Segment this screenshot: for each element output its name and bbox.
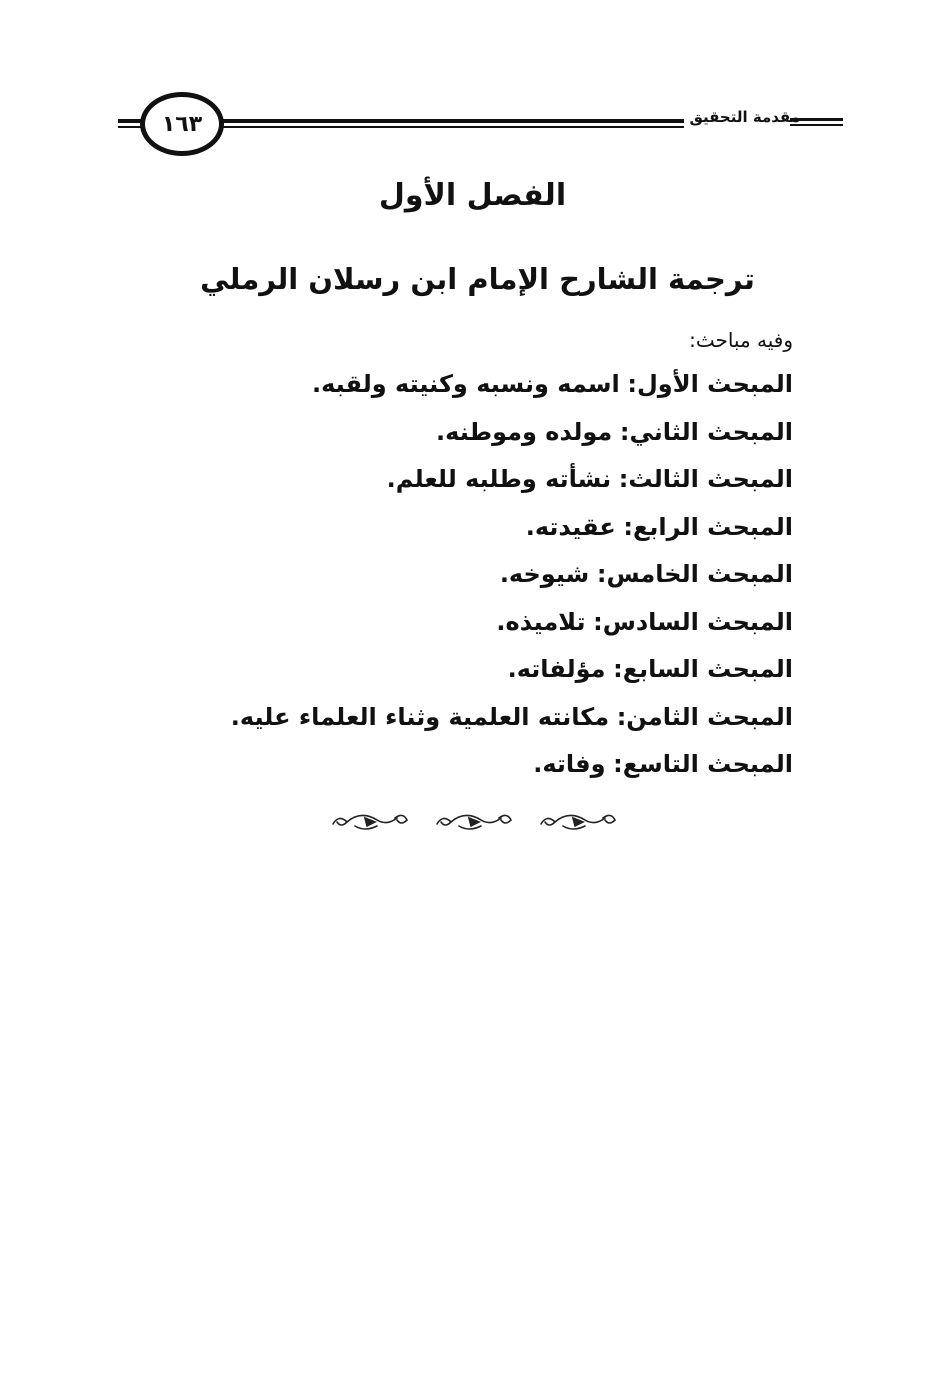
topic-label: المبحث الرابع: — [623, 512, 793, 541]
topic-label: المبحث الخامس: — [596, 560, 793, 588]
topic-item — [231, 699, 793, 747]
topic-label: المبحث السابع: — [613, 655, 793, 683]
topic-text: وفاته. — [533, 750, 606, 778]
topic-label: المبحث الأول: — [627, 370, 793, 398]
topic-item — [231, 746, 793, 794]
topic-label: المبحث السادس: — [593, 607, 793, 636]
section-title: ترجمة الشارح الإمام ابن رسلان الرملي — [200, 262, 755, 296]
topic-item — [231, 461, 793, 509]
topics-list — [231, 366, 793, 794]
topic-label: المبحث الثالث: — [618, 465, 793, 493]
topic-text: مكانته العلمية وثناء العلماء عليه. — [230, 702, 610, 731]
page-number: ١٦٣ — [161, 111, 203, 137]
topic-item — [231, 651, 793, 699]
topic-text: تلاميذه. — [496, 607, 586, 636]
running-title: مقدمة التحقيق — [689, 108, 800, 126]
topic-text: عقيدته. — [525, 512, 616, 541]
topic-item — [231, 604, 793, 652]
topic-text: مؤلفاته. — [507, 655, 606, 683]
topic-item — [231, 509, 793, 557]
topic-label: المبحث التاسع: — [613, 750, 793, 778]
chapter-title: الفصل الأول — [378, 178, 567, 213]
topic-text: مولده وموطنه. — [436, 417, 613, 446]
intro-text: وفيه مباحث: — [689, 328, 793, 352]
topic-item — [231, 556, 793, 604]
topic-item — [231, 366, 793, 414]
topic-label: المبحث الثاني: — [619, 417, 793, 446]
topic-item — [231, 414, 793, 462]
topic-text: نشأته وطلبه للعلم. — [386, 465, 612, 493]
topic-text: شيوخه. — [499, 560, 590, 588]
floral-divider-icon — [325, 806, 635, 838]
page-number-badge — [140, 92, 224, 156]
topic-text: اسمه ونسبه وكنيته ولقبه. — [312, 370, 620, 398]
topic-label: المبحث الثامن: — [616, 702, 793, 731]
